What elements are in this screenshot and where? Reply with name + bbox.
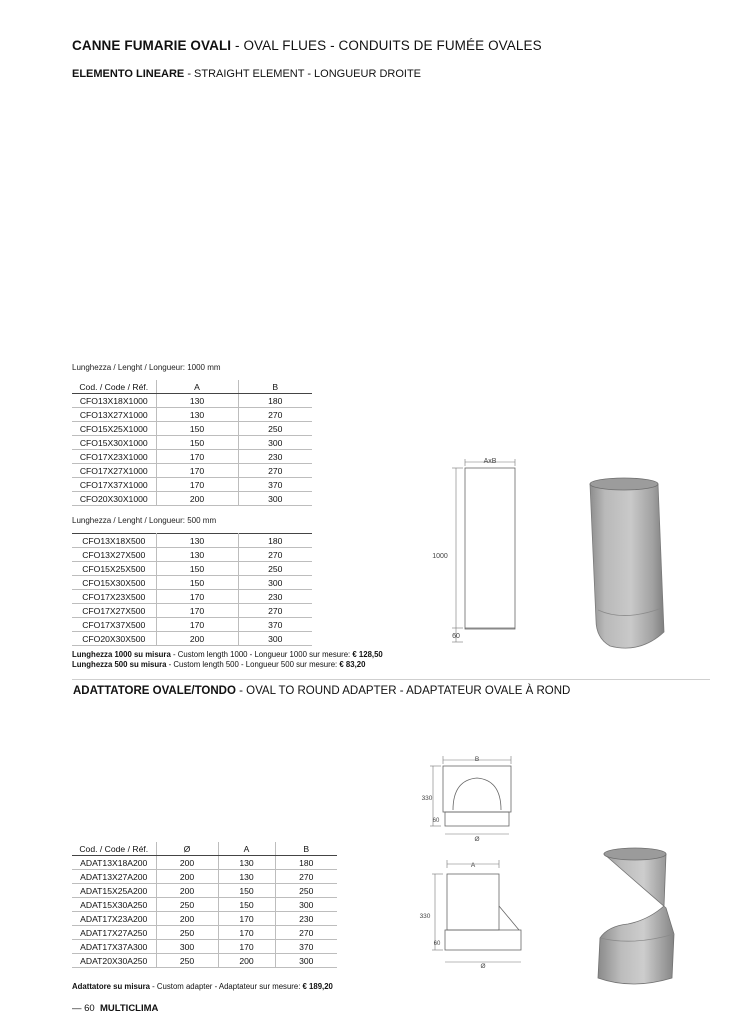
- adapter-diagram-side-b: [415, 750, 530, 845]
- table-row: [72, 940, 337, 954]
- dim-base-bottom: 60: [433, 941, 441, 947]
- note-custom-adapter: [72, 982, 333, 991]
- cell-code: CFO13X18X1000: [72, 394, 156, 408]
- cell-value: 270: [238, 548, 312, 562]
- dim-base-top: 60: [432, 818, 440, 824]
- caption-500: Lunghezza / Lenght / Longueur: 500 mm: [72, 516, 217, 525]
- cell-value: 250: [238, 422, 312, 436]
- cell-value: 250: [156, 926, 218, 940]
- table-row: [72, 422, 312, 436]
- table-row: [72, 870, 337, 884]
- caption-1000: Lunghezza / Lenght / Longueur: 1000 mm: [72, 363, 221, 372]
- table-row: [72, 492, 312, 506]
- cell-value: 230: [238, 450, 312, 464]
- table-row: [72, 562, 312, 576]
- table-row: [72, 408, 312, 422]
- cell-code: CFO15X25X1000: [72, 422, 156, 436]
- cell-value: 170: [156, 450, 238, 464]
- adapter-diagram-side-a: [415, 858, 530, 970]
- col-a: A: [218, 842, 275, 856]
- cell-value: 230: [275, 912, 337, 926]
- note-500-bold: Lunghezza 500 su misura: [72, 660, 167, 669]
- cell-code: CFO20X30X500: [72, 632, 156, 646]
- dim-h-bottom: 330: [419, 913, 431, 920]
- dim-axb: AxB: [483, 458, 497, 465]
- cell-code: CFO15X30X500: [72, 576, 156, 590]
- cell-code: CFO15X30X1000: [72, 436, 156, 450]
- cell-value: 130: [156, 548, 238, 562]
- cell-value: 170: [156, 590, 238, 604]
- table-row: [72, 478, 312, 492]
- adapter-title-rest: - OVAL TO ROUND ADAPTER - ADAPTATEUR OVALE À ROND: [235, 685, 571, 697]
- brand-name: MULTICLIMA: [100, 1003, 159, 1014]
- table-straight-1000: [72, 380, 312, 506]
- dim-dia-top: Ø: [474, 836, 480, 843]
- page-number: — 60: [72, 1003, 95, 1014]
- cell-value: 130: [156, 408, 238, 422]
- note-1000-rest: - Custom length 1000 - Longueur 1000 sur mesure:: [170, 650, 353, 659]
- cell-value: 270: [275, 926, 337, 940]
- cell-value: 270: [238, 604, 312, 618]
- cell-code: CFO13X27X500: [72, 548, 156, 562]
- table-header-row: [72, 380, 312, 394]
- cell-value: 300: [275, 954, 337, 968]
- cell-value: 200: [156, 632, 238, 646]
- cell-code: CFO17X27X500: [72, 604, 156, 618]
- cell-value: 150: [218, 884, 275, 898]
- col-b: B: [238, 380, 312, 394]
- table-adapter: [72, 842, 337, 968]
- cell-value: 150: [156, 562, 238, 576]
- table-row: [72, 394, 312, 408]
- cell-value: 300: [238, 576, 312, 590]
- adapter-photo: [588, 842, 688, 992]
- adapter-title-bold: ADATTATORE OVALE/TONDO: [73, 685, 236, 697]
- note-1000-price: € 128,50: [352, 650, 383, 659]
- cell-value: 300: [238, 492, 312, 506]
- cell-value: 200: [156, 856, 218, 870]
- table-row: [72, 576, 312, 590]
- dim-h-top: 330: [421, 795, 433, 802]
- dim-b: B: [474, 756, 480, 763]
- table-row: [72, 450, 312, 464]
- table-header-row: [72, 842, 337, 856]
- cell-code: ADAT17X23A200: [72, 912, 156, 926]
- page-footer: [72, 1003, 158, 1014]
- note-custom-500: [72, 660, 365, 669]
- cell-value: 170: [156, 604, 238, 618]
- cell-value: 170: [156, 618, 238, 632]
- cell-code: CFO20X30X1000: [72, 492, 156, 506]
- cell-code: CFO17X23X1000: [72, 450, 156, 464]
- table-row: [72, 632, 312, 646]
- table-row: [72, 898, 337, 912]
- cell-code: ADAT13X18A200: [72, 856, 156, 870]
- col-code: Cod. / Code / Réf.: [72, 842, 156, 856]
- table-row: [72, 436, 312, 450]
- page-title-rest: - OVAL FLUES - CONDUITS DE FUMÉE OVALES: [231, 38, 542, 53]
- table-row: [72, 534, 312, 548]
- section-divider: [72, 679, 710, 680]
- cell-code: CFO13X18X500: [72, 534, 156, 548]
- table-straight-500: [72, 533, 312, 646]
- table-row: [72, 548, 312, 562]
- section-subtitle-rest: - STRAIGHT ELEMENT - LONGUEUR DROITE: [184, 68, 421, 80]
- section-subtitle-bold: ELEMENTO LINEARE: [72, 68, 185, 80]
- cell-code: ADAT15X30A250: [72, 898, 156, 912]
- cell-value: 170: [156, 464, 238, 478]
- cell-value: 300: [275, 898, 337, 912]
- table-row: [72, 618, 312, 632]
- cell-code: ADAT15X25A200: [72, 884, 156, 898]
- cell-code: CFO17X23X500: [72, 590, 156, 604]
- table-row: [72, 856, 337, 870]
- cell-code: CFO13X27X1000: [72, 408, 156, 422]
- cell-value: 300: [238, 632, 312, 646]
- cell-value: 170: [156, 478, 238, 492]
- section-subtitle: [72, 68, 421, 80]
- cell-code: CFO17X37X500: [72, 618, 156, 632]
- dim-a: A: [470, 862, 476, 869]
- cell-code: ADAT17X27A250: [72, 926, 156, 940]
- table-row: [72, 954, 337, 968]
- cell-value: 300: [156, 940, 218, 954]
- straight-element-diagram: [430, 452, 530, 647]
- note-adapter-bold: Adattatore su misura: [72, 982, 150, 991]
- table-row: [72, 604, 312, 618]
- cell-value: 370: [238, 478, 312, 492]
- table-row: [72, 590, 312, 604]
- cell-value: 200: [156, 870, 218, 884]
- table-row: [72, 884, 337, 898]
- cell-value: 170: [218, 926, 275, 940]
- cell-value: 230: [238, 590, 312, 604]
- cell-code: CFO17X27X1000: [72, 464, 156, 478]
- cell-value: 250: [156, 954, 218, 968]
- table-row: [72, 912, 337, 926]
- cell-value: 200: [156, 884, 218, 898]
- note-500-price: € 83,20: [339, 660, 366, 669]
- cell-code: CFO15X25X500: [72, 562, 156, 576]
- table-row: [72, 464, 312, 478]
- cell-value: 200: [218, 954, 275, 968]
- cell-code: ADAT17X37A300: [72, 940, 156, 954]
- cell-value: 130: [156, 394, 238, 408]
- page-title-bold: CANNE FUMARIE OVALI: [72, 38, 232, 53]
- table-row: [72, 926, 337, 940]
- cell-value: 150: [156, 422, 238, 436]
- cell-value: 130: [156, 534, 238, 548]
- cell-value: 250: [275, 884, 337, 898]
- cell-value: 200: [156, 912, 218, 926]
- note-1000-bold: Lunghezza 1000 su misura: [72, 650, 171, 659]
- cell-value: 300: [238, 436, 312, 450]
- cell-value: 150: [156, 576, 238, 590]
- cell-value: 130: [218, 870, 275, 884]
- cell-value: 150: [218, 898, 275, 912]
- cell-value: 170: [218, 912, 275, 926]
- cell-value: 250: [238, 562, 312, 576]
- dim-dia-bottom: Ø: [480, 963, 486, 970]
- dim-length: 1000: [432, 553, 448, 560]
- cell-value: 130: [218, 856, 275, 870]
- cell-value: 250: [156, 898, 218, 912]
- cell-code: ADAT20X30A250: [72, 954, 156, 968]
- col-diameter: Ø: [156, 842, 218, 856]
- cell-value: 170: [218, 940, 275, 954]
- page-title: [72, 38, 542, 53]
- cell-value: 180: [275, 856, 337, 870]
- note-adapter-rest: - Custom adapter - Adaptateur sur mesure:: [150, 982, 303, 991]
- cell-value: 370: [238, 618, 312, 632]
- cell-value: 200: [156, 492, 238, 506]
- cell-value: 150: [156, 436, 238, 450]
- note-adapter-price: € 189,20: [302, 982, 333, 991]
- col-code: Cod. / Code / Réf.: [72, 380, 156, 394]
- cell-value: 270: [275, 870, 337, 884]
- col-b: B: [275, 842, 337, 856]
- cell-value: 180: [238, 534, 312, 548]
- cell-value: 180: [238, 394, 312, 408]
- cell-value: 270: [238, 408, 312, 422]
- note-custom-1000: [72, 650, 383, 659]
- cell-value: 370: [275, 940, 337, 954]
- adapter-title: [73, 685, 570, 697]
- note-500-rest: - Custom length 500 - Longueur 500 sur mesure:: [166, 660, 340, 669]
- col-a: A: [156, 380, 238, 394]
- cell-code: CFO17X37X1000: [72, 478, 156, 492]
- dim-base: 60: [452, 633, 460, 640]
- oval-flue-photo: [580, 470, 670, 655]
- cell-value: 270: [238, 464, 312, 478]
- cell-code: ADAT13X27A200: [72, 870, 156, 884]
